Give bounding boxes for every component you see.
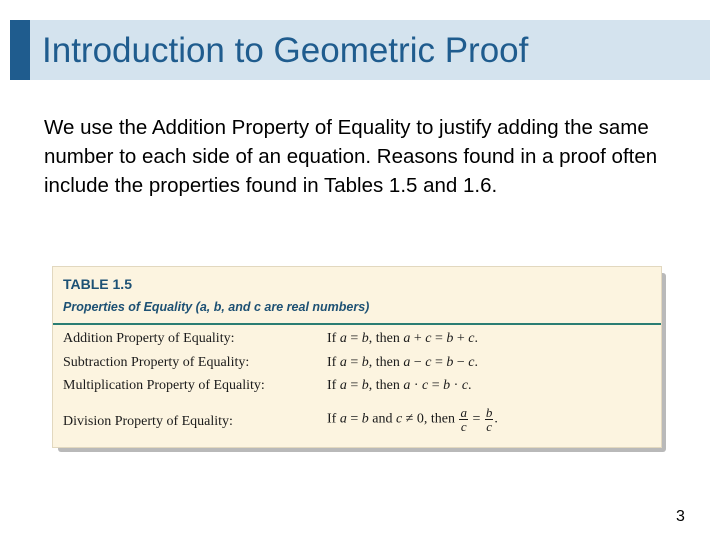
fraction-a-over-c: $\frac{a}{c}$ [460, 405, 467, 434]
page-number: 3 [676, 508, 685, 525]
property-name: Addition Property of Equality: [63, 331, 235, 346]
table-row [53, 331, 661, 353]
property-statement: If a = b and c ≠ 0, then $\frac{a}{c}$ = $\frac{b}{c}$ . [327, 405, 498, 434]
table-title: TABLE 1.5 [63, 276, 132, 292]
fraction-b-over-c: $\frac{b}{c}$ [485, 405, 493, 434]
table-divider [53, 323, 661, 325]
body-paragraph: We use the Addition Property of Equality to justify adding the same number to each side of an equation. Reasons found in a proof often include the properties found in Tables 1.5 and 1.6. [44, 116, 658, 197]
properties-table [52, 266, 662, 448]
property-name: Subtraction Property of Equality: [63, 355, 250, 370]
property-statement: If a = b, then a − c = b − c. [327, 355, 478, 370]
slide-title: Introduction to Geometric Proof [42, 31, 529, 70]
table-subtitle: Properties of Equality (a, b, and c are real numbers) [63, 300, 370, 314]
table-row [53, 378, 661, 400]
property-name: Division Property of Equality: [63, 414, 233, 429]
table-row [53, 405, 661, 439]
table-row [53, 355, 661, 377]
property-name: Multiplication Property of Equality: [63, 378, 265, 393]
property-statement: If a = b, then a + c = b + c. [327, 331, 478, 346]
property-statement: If a = b, then a · c = b · c. [327, 378, 472, 393]
title-accent-bar [10, 20, 30, 80]
